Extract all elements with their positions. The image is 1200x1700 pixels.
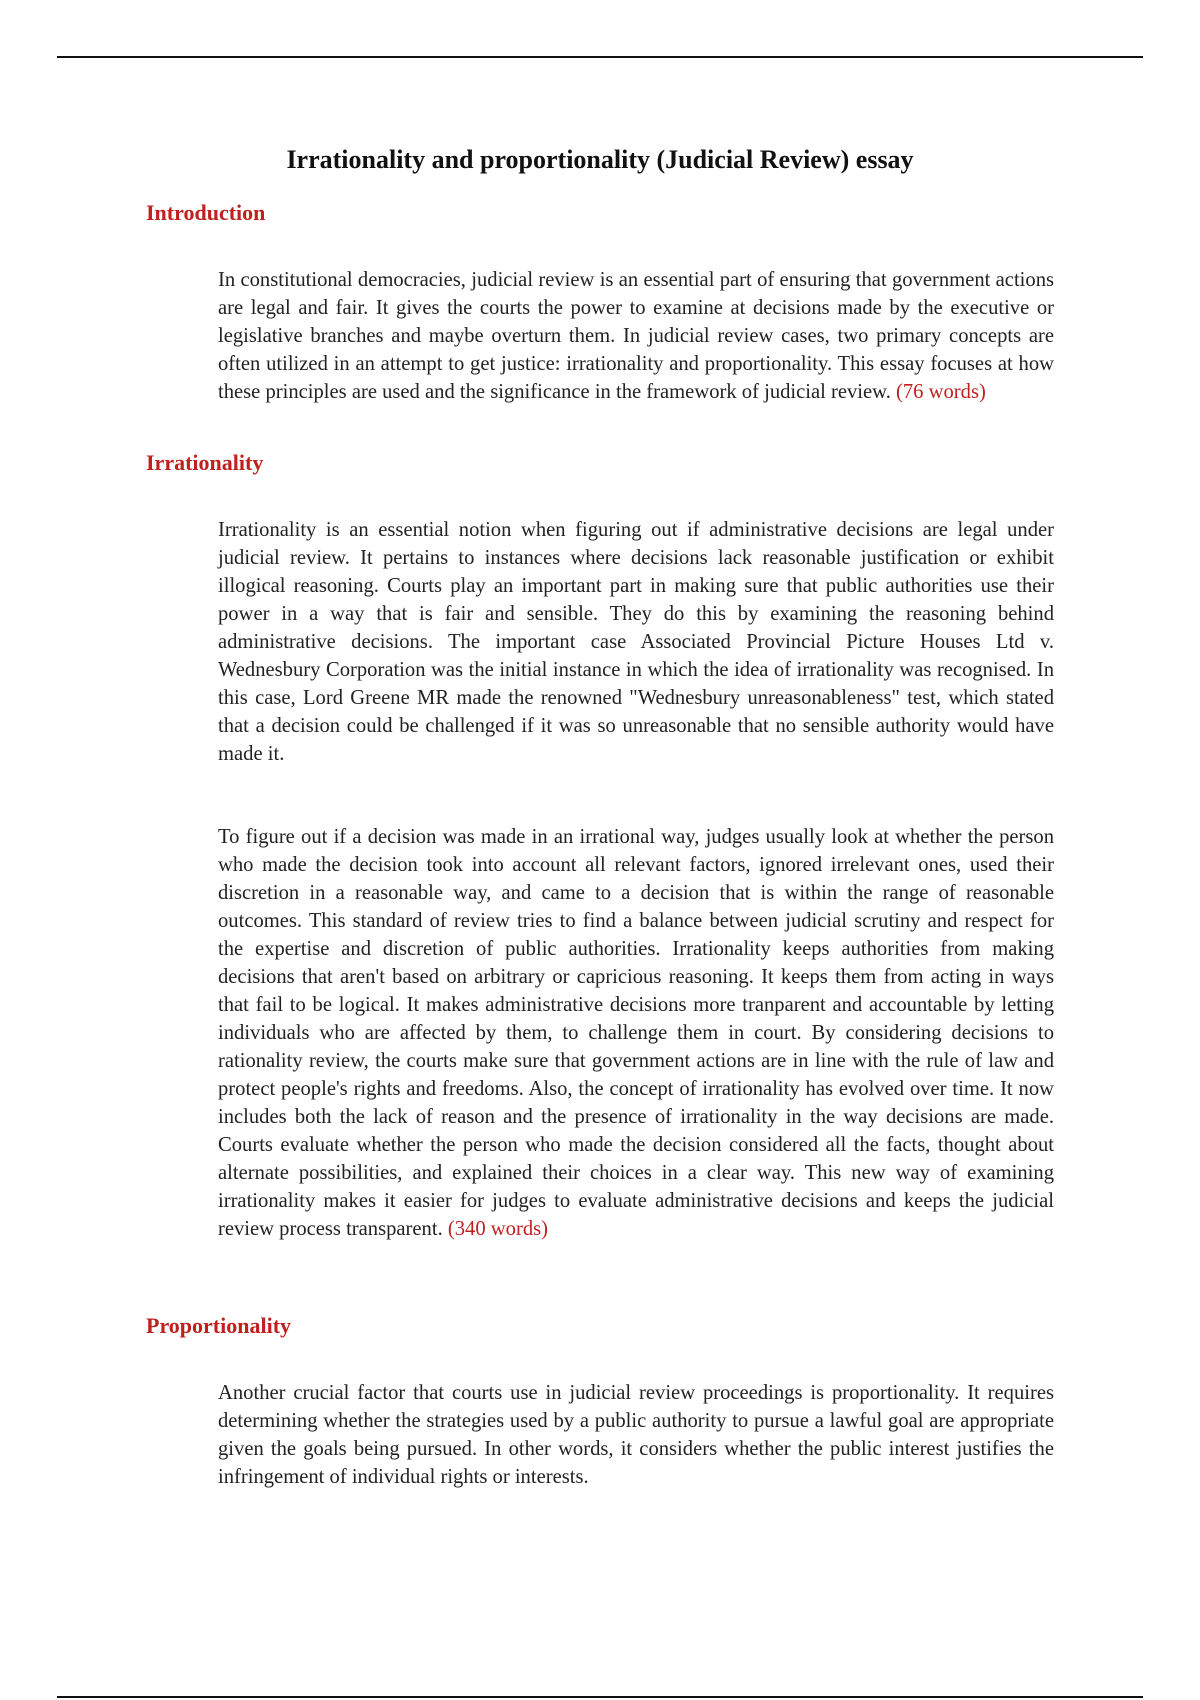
word-count: (76 words): [896, 381, 986, 403]
paragraph-text: To figure out if a decision was made in an irrational way, judges usually look at whether the person who made the decision took into account all relevant factors, ignored irrelevant ones, used their discretion in a reasonable way, and came to a decision that is within the range of reasonable outcomes. This standard of review tries to find a balance between judicial scrutiny and respect for the expertise and discretion of public authorities. Irrationality keeps authorities from making decisions that aren't based on arbitrary or capricious reasoning. It keeps them from acting in ways that fail to be logical. It makes administrative decisions more tranparent and accountable by letting individuals who are affected by them, to challenge them in court. By considering decisions to rationality review, the courts make sure that government actions are in line with the rule of law and protect people's rights and freedoms. Also, the concept of irrationality has evolved over time. It now includes both the lack of reason and the presence of irrationality in the way decisions are made. Courts evaluate whether the person who made the decision considered all the facts, thought about alternate possibilities, and explained their choices in a clear way. This new way of examining irrationality makes it easier for judges to evaluate administrative decisions and keeps the judicial review process transparent.: [218, 826, 1054, 1240]
section-heading-introduction: Introduction: [146, 200, 266, 225]
paragraph-introduction: [218, 266, 1054, 406]
paragraph-proportionality: Another crucial factor that courts use in judicial review proceedings is proportionality. It requires determining whether the strategies used by a public authority to pursue a lawful goal are appropriate given the goals being pursued. In other words, it considers whether the public interest justifies the infringement of individual rights or interests.: [218, 1382, 1054, 1488]
bottom-rule: [57, 1696, 1143, 1698]
top-rule: [57, 56, 1143, 58]
section-heading-irrationality: Irrationality: [146, 450, 264, 475]
document-title: Irrationality and proportionality (Judicial Review) essay: [286, 145, 914, 174]
section-heading-proportionality: Proportionality: [146, 1313, 292, 1338]
word-count: (340 words): [447, 1218, 548, 1240]
paragraph-text: In constitutional democracies, judicial review is an essential part of ensuring that government actions are legal and fair. It gives the courts the power to examine at decisions made by the executive or legislative branches and maybe overturn them. In judicial review cases, two primary concepts are often utilized in an attempt to get justice: irrationality and proportionality. This essay focuses at how these principles are used and the significance in the framework of judicial review.: [218, 269, 1054, 403]
paragraph-irrationality-2: [218, 823, 1054, 1243]
paragraph-irrationality-1: Irrationality is an essential notion when figuring out if administrative decisions are legal under judicial review. It pertains to instances where decisions lack reasonable justification or exhibit illogical reasoning. Courts play an important part in making sure that public authorities use their power in a way that is fair and sensible. They do this by examining the reasoning behind administrative decisions. The important case Associated Provincial Picture Houses Ltd v. Wednesbury Corporation was the initial instance in which the idea of irrationality was recognised. In this case, Lord Greene MR made the renowned "Wednesbury unreasonableness" test, which stated that a decision could be challenged if it was so unreasonable that no sensible authority would have made it.: [218, 519, 1054, 765]
